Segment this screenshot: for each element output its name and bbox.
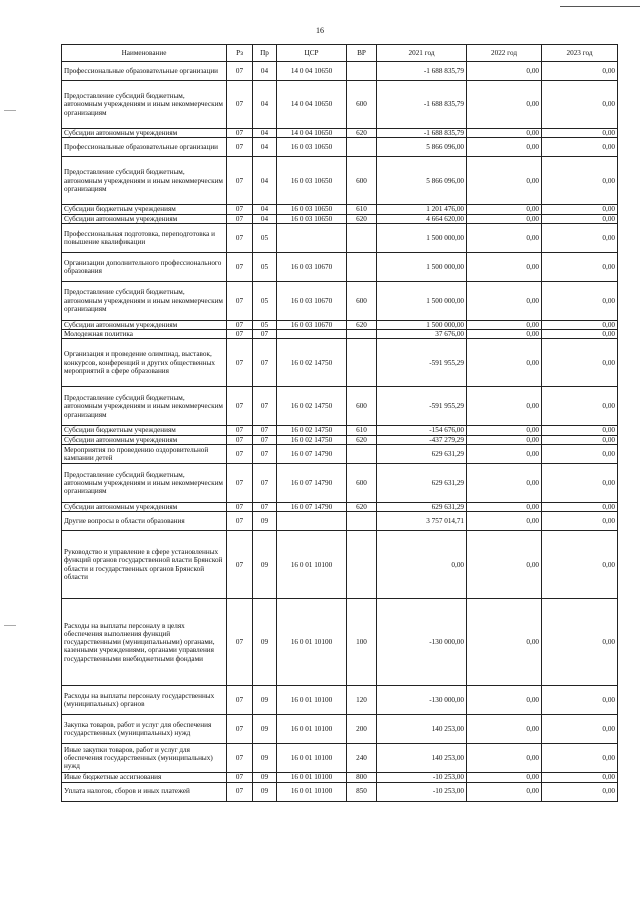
- cell-name: Субсидии автономным учреждениям: [62, 214, 227, 223]
- cell-y2022: 0,00: [467, 157, 542, 205]
- cell-y2021: 1 500 000,00: [377, 223, 467, 252]
- cell-csr: 16 0 03 10650: [277, 214, 347, 223]
- cell-pr: 04: [253, 157, 277, 205]
- table-row: [62, 502, 618, 511]
- cell-vr: [347, 330, 377, 339]
- cell-y2021: 37 676,00: [377, 330, 467, 339]
- cell-pr: 07: [253, 444, 277, 463]
- cell-pr: 05: [253, 320, 277, 329]
- cell-pr: 07: [253, 463, 277, 502]
- cell-y2021: 5 866 096,00: [377, 138, 467, 157]
- cell-y2021: 1 500 000,00: [377, 281, 467, 320]
- cell-vr: 100: [347, 599, 377, 686]
- cell-y2022: 0,00: [467, 686, 542, 715]
- table-row: [62, 129, 618, 138]
- cell-vr: 600: [347, 387, 377, 426]
- header-vr: ВР: [347, 45, 377, 62]
- header-csr: ЦСР: [277, 45, 347, 62]
- cell-y2022: 0,00: [467, 599, 542, 686]
- cell-pr: 09: [253, 782, 277, 801]
- table-header-row: [62, 45, 618, 62]
- table-row: [62, 387, 618, 426]
- cell-name: Субсидии автономным учреждениям: [62, 435, 227, 444]
- header-2022: 2022 год: [467, 45, 542, 62]
- cell-y2021: 5 866 096,00: [377, 157, 467, 205]
- cell-rz: 07: [227, 157, 253, 205]
- cell-y2021: 629 631,29: [377, 463, 467, 502]
- cell-y2023: 0,00: [542, 81, 618, 129]
- cell-csr: 16 0 01 10100: [277, 782, 347, 801]
- cell-y2021: -1 688 835,79: [377, 62, 467, 81]
- cell-name: Руководство и управление в сфере установленных функций органов государственной власти Брянской области и государственных органов Брянской области: [62, 531, 227, 599]
- cell-name: Субсидии бюджетным учреждениям: [62, 426, 227, 435]
- cell-vr: 620: [347, 214, 377, 223]
- cell-y2023: 0,00: [542, 782, 618, 801]
- cell-csr: 16 0 02 14750: [277, 435, 347, 444]
- cell-csr: 14 0 04 10650: [277, 129, 347, 138]
- cell-vr: 620: [347, 435, 377, 444]
- cell-rz: 07: [227, 252, 253, 281]
- cell-rz: 07: [227, 531, 253, 599]
- cell-y2022: 0,00: [467, 502, 542, 511]
- cell-rz: 07: [227, 686, 253, 715]
- cell-pr: 09: [253, 744, 277, 773]
- cell-y2023: 0,00: [542, 686, 618, 715]
- margin-mark: [4, 110, 16, 111]
- cell-name: Уплата налогов, сборов и иных платежей: [62, 782, 227, 801]
- cell-y2022: 0,00: [467, 320, 542, 329]
- table-row: [62, 444, 618, 463]
- cell-name: Иные закупки товаров, работ и услуг для обеспечения государственных (муниципальных) нужд: [62, 744, 227, 773]
- cell-name: Предоставление субсидий бюджетным, автономным учреждениям и иным некоммерческим организациям: [62, 81, 227, 129]
- cell-csr: 14 0 04 10650: [277, 81, 347, 129]
- table-row: [62, 157, 618, 205]
- cell-csr: 16 0 01 10100: [277, 744, 347, 773]
- cell-csr: 16 0 01 10100: [277, 715, 347, 744]
- cell-y2021: -1 688 835,79: [377, 81, 467, 129]
- cell-name: Профессиональные образовательные организации: [62, 62, 227, 81]
- cell-pr: 09: [253, 773, 277, 782]
- cell-pr: 05: [253, 281, 277, 320]
- cell-name: Предоставление субсидий бюджетным, автономным учреждениям и иным некоммерческим организациям: [62, 157, 227, 205]
- table-row: [62, 252, 618, 281]
- cell-pr: 07: [253, 426, 277, 435]
- cell-rz: 07: [227, 387, 253, 426]
- cell-csr: 16 0 02 14750: [277, 387, 347, 426]
- cell-y2023: 0,00: [542, 223, 618, 252]
- cell-y2023: 0,00: [542, 715, 618, 744]
- cell-y2023: 0,00: [542, 252, 618, 281]
- cell-rz: 07: [227, 512, 253, 531]
- cell-y2023: 0,00: [542, 339, 618, 387]
- header-2023: 2023 год: [542, 45, 618, 62]
- cell-csr: 16 0 03 10670: [277, 281, 347, 320]
- cell-rz: 07: [227, 138, 253, 157]
- cell-pr: 07: [253, 502, 277, 511]
- cell-name: Субсидии бюджетным учреждениям: [62, 205, 227, 214]
- cell-y2023: 0,00: [542, 512, 618, 531]
- cell-name: Иные бюджетные ассигнования: [62, 773, 227, 782]
- cell-vr: [347, 252, 377, 281]
- cell-pr: 04: [253, 205, 277, 214]
- cell-y2022: 0,00: [467, 426, 542, 435]
- header-name: Наименование: [62, 45, 227, 62]
- cell-rz: 07: [227, 320, 253, 329]
- cell-y2022: 0,00: [467, 205, 542, 214]
- cell-rz: 07: [227, 205, 253, 214]
- cell-vr: 600: [347, 81, 377, 129]
- cell-vr: [347, 62, 377, 81]
- cell-y2021: 140 253,00: [377, 715, 467, 744]
- cell-pr: 04: [253, 62, 277, 81]
- cell-csr: 16 0 03 10650: [277, 205, 347, 214]
- cell-csr: 16 0 01 10100: [277, 686, 347, 715]
- table-row: [62, 214, 618, 223]
- cell-pr: 04: [253, 214, 277, 223]
- table-row: [62, 281, 618, 320]
- cell-y2022: 0,00: [467, 223, 542, 252]
- cell-y2022: 0,00: [467, 330, 542, 339]
- cell-vr: [347, 444, 377, 463]
- cell-y2021: 4 664 620,00: [377, 214, 467, 223]
- page-number: 16: [316, 26, 324, 35]
- cell-y2023: 0,00: [542, 320, 618, 329]
- cell-rz: 07: [227, 81, 253, 129]
- table-row: [62, 330, 618, 339]
- cell-csr: 16 0 07 14790: [277, 463, 347, 502]
- cell-pr: 07: [253, 339, 277, 387]
- cell-vr: [347, 512, 377, 531]
- cell-pr: 07: [253, 387, 277, 426]
- cell-name: Расходы на выплаты персоналу в целях обеспечения выполнения функций государственными (муниципальными) органами, казенными учреждениями, органами управления государственными внебюджетными фондами: [62, 599, 227, 686]
- cell-y2021: 3 757 014,71: [377, 512, 467, 531]
- cell-y2023: 0,00: [542, 214, 618, 223]
- cell-csr: 16 0 03 10650: [277, 157, 347, 205]
- table-row: [62, 435, 618, 444]
- cell-y2022: 0,00: [467, 444, 542, 463]
- cell-vr: 120: [347, 686, 377, 715]
- cell-y2022: 0,00: [467, 512, 542, 531]
- cell-y2021: -591 955,29: [377, 339, 467, 387]
- cell-y2021: 629 631,29: [377, 502, 467, 511]
- cell-csr: 16 0 02 14750: [277, 339, 347, 387]
- cell-csr: 16 0 01 10100: [277, 599, 347, 686]
- cell-rz: 07: [227, 223, 253, 252]
- cell-name: Организация и проведение олимпиад, выставок, конкурсов, конференций и других общественных мероприятий в сфере образования: [62, 339, 227, 387]
- table-row: [62, 62, 618, 81]
- cell-y2023: 0,00: [542, 531, 618, 599]
- cell-csr: 16 0 01 10100: [277, 773, 347, 782]
- cell-vr: 620: [347, 502, 377, 511]
- cell-rz: 07: [227, 502, 253, 511]
- cell-rz: 07: [227, 463, 253, 502]
- cell-csr: [277, 512, 347, 531]
- cell-name: Субсидии автономным учреждениям: [62, 320, 227, 329]
- cell-vr: 800: [347, 773, 377, 782]
- cell-name: Расходы на выплаты персоналу государственных (муниципальных) органов: [62, 686, 227, 715]
- cell-y2022: 0,00: [467, 782, 542, 801]
- table-row: [62, 686, 618, 715]
- cell-y2022: 0,00: [467, 214, 542, 223]
- cell-y2023: 0,00: [542, 773, 618, 782]
- cell-name: Предоставление субсидий бюджетным, автономным учреждениям и иным некоммерческим организациям: [62, 387, 227, 426]
- cell-vr: 240: [347, 744, 377, 773]
- table-row: [62, 138, 618, 157]
- cell-pr: 09: [253, 512, 277, 531]
- cell-y2022: 0,00: [467, 531, 542, 599]
- table-row: [62, 81, 618, 129]
- cell-y2022: 0,00: [467, 387, 542, 426]
- cell-y2023: 0,00: [542, 744, 618, 773]
- cell-pr: 07: [253, 435, 277, 444]
- table-row: [62, 773, 618, 782]
- cell-vr: 600: [347, 281, 377, 320]
- cell-name: Молодежная политика: [62, 330, 227, 339]
- cell-pr: 04: [253, 81, 277, 129]
- cell-y2023: 0,00: [542, 463, 618, 502]
- cell-vr: [347, 223, 377, 252]
- cell-y2022: 0,00: [467, 62, 542, 81]
- table-row: [62, 782, 618, 801]
- table-row: [62, 223, 618, 252]
- cell-csr: 16 0 03 10650: [277, 138, 347, 157]
- cell-pr: 09: [253, 531, 277, 599]
- cell-rz: 07: [227, 435, 253, 444]
- cell-vr: 610: [347, 426, 377, 435]
- table-row: [62, 320, 618, 329]
- cell-rz: 07: [227, 773, 253, 782]
- cell-y2022: 0,00: [467, 129, 542, 138]
- cell-y2021: -154 676,00: [377, 426, 467, 435]
- cell-y2021: 1 201 476,00: [377, 205, 467, 214]
- cell-y2022: 0,00: [467, 435, 542, 444]
- cell-y2023: 0,00: [542, 62, 618, 81]
- cell-y2023: 0,00: [542, 444, 618, 463]
- cell-pr: 04: [253, 129, 277, 138]
- cell-csr: 16 0 07 14790: [277, 502, 347, 511]
- cell-pr: 04: [253, 138, 277, 157]
- table-row: [62, 339, 618, 387]
- cell-y2023: 0,00: [542, 599, 618, 686]
- cell-csr: [277, 330, 347, 339]
- header-rz: Рз: [227, 45, 253, 62]
- cell-y2023: 0,00: [542, 205, 618, 214]
- cell-y2022: 0,00: [467, 463, 542, 502]
- cell-vr: 620: [347, 320, 377, 329]
- cell-rz: 07: [227, 782, 253, 801]
- cell-vr: [347, 531, 377, 599]
- table-row: [62, 426, 618, 435]
- top-rule: [560, 6, 640, 7]
- cell-rz: 07: [227, 62, 253, 81]
- cell-name: Профессиональные образовательные организации: [62, 138, 227, 157]
- cell-csr: 16 0 03 10670: [277, 320, 347, 329]
- cell-y2021: -437 279,29: [377, 435, 467, 444]
- cell-y2023: 0,00: [542, 435, 618, 444]
- cell-y2022: 0,00: [467, 81, 542, 129]
- cell-y2021: -10 253,00: [377, 782, 467, 801]
- cell-pr: 09: [253, 686, 277, 715]
- cell-y2021: 1 500 000,00: [377, 320, 467, 329]
- cell-name: Предоставление субсидий бюджетным, автономным учреждениям и иным некоммерческим организациям: [62, 281, 227, 320]
- table-row: [62, 205, 618, 214]
- cell-y2023: 0,00: [542, 387, 618, 426]
- cell-rz: 07: [227, 214, 253, 223]
- cell-y2022: 0,00: [467, 744, 542, 773]
- cell-vr: 620: [347, 129, 377, 138]
- cell-y2023: 0,00: [542, 330, 618, 339]
- cell-y2023: 0,00: [542, 157, 618, 205]
- cell-rz: 07: [227, 426, 253, 435]
- cell-y2023: 0,00: [542, 426, 618, 435]
- cell-rz: 07: [227, 444, 253, 463]
- cell-pr: 05: [253, 223, 277, 252]
- cell-y2023: 0,00: [542, 281, 618, 320]
- cell-name: Закупка товаров, работ и услуг для обеспечения государственных (муниципальных) нужд: [62, 715, 227, 744]
- header-pr: Пр: [253, 45, 277, 62]
- cell-y2021: -10 253,00: [377, 773, 467, 782]
- cell-rz: 07: [227, 744, 253, 773]
- cell-vr: 610: [347, 205, 377, 214]
- cell-y2023: 0,00: [542, 129, 618, 138]
- budget-table: [61, 44, 618, 802]
- cell-name: Предоставление субсидий бюджетным, автономным учреждениям и иным некоммерческим организациям: [62, 463, 227, 502]
- table-row: [62, 531, 618, 599]
- cell-y2022: 0,00: [467, 715, 542, 744]
- cell-csr: 14 0 04 10650: [277, 62, 347, 81]
- cell-vr: [347, 138, 377, 157]
- cell-vr: [347, 339, 377, 387]
- cell-y2021: -130 000,00: [377, 599, 467, 686]
- table-row: [62, 744, 618, 773]
- table-row: [62, 599, 618, 686]
- header-2021: 2021 год: [377, 45, 467, 62]
- cell-csr: 16 0 03 10670: [277, 252, 347, 281]
- cell-name: Профессиональная подготовка, переподготовка и повышение квалификации: [62, 223, 227, 252]
- cell-y2023: 0,00: [542, 502, 618, 511]
- margin-mark: [4, 625, 16, 626]
- cell-y2022: 0,00: [467, 252, 542, 281]
- cell-y2021: -130 000,00: [377, 686, 467, 715]
- cell-vr: 200: [347, 715, 377, 744]
- cell-vr: 850: [347, 782, 377, 801]
- cell-y2022: 0,00: [467, 138, 542, 157]
- cell-vr: 600: [347, 463, 377, 502]
- cell-csr: 16 0 01 10100: [277, 531, 347, 599]
- cell-rz: 07: [227, 715, 253, 744]
- cell-vr: 600: [347, 157, 377, 205]
- cell-y2021: 629 631,29: [377, 444, 467, 463]
- cell-y2022: 0,00: [467, 339, 542, 387]
- cell-csr: [277, 223, 347, 252]
- table-row: [62, 512, 618, 531]
- cell-y2021: -1 688 835,79: [377, 129, 467, 138]
- cell-y2021: 1 500 000,00: [377, 252, 467, 281]
- cell-y2021: 0,00: [377, 531, 467, 599]
- cell-rz: 07: [227, 281, 253, 320]
- cell-rz: 07: [227, 339, 253, 387]
- cell-y2022: 0,00: [467, 281, 542, 320]
- cell-rz: 07: [227, 330, 253, 339]
- cell-pr: 09: [253, 599, 277, 686]
- cell-csr: 16 0 02 14750: [277, 426, 347, 435]
- table-row: [62, 463, 618, 502]
- cell-y2022: 0,00: [467, 773, 542, 782]
- cell-name: Субсидии автономным учреждениям: [62, 502, 227, 511]
- cell-name: Мероприятия по проведению оздоровительной кампании детей: [62, 444, 227, 463]
- table-row: [62, 715, 618, 744]
- cell-rz: 07: [227, 599, 253, 686]
- cell-pr: 09: [253, 715, 277, 744]
- cell-name: Организации дополнительного профессионального образования: [62, 252, 227, 281]
- cell-rz: 07: [227, 129, 253, 138]
- cell-y2023: 0,00: [542, 138, 618, 157]
- cell-y2021: -591 955,29: [377, 387, 467, 426]
- cell-pr: 05: [253, 252, 277, 281]
- cell-pr: 07: [253, 330, 277, 339]
- cell-name: Субсидии автономным учреждениям: [62, 129, 227, 138]
- cell-name: Другие вопросы в области образования: [62, 512, 227, 531]
- cell-y2021: 140 253,00: [377, 744, 467, 773]
- cell-csr: 16 0 07 14790: [277, 444, 347, 463]
